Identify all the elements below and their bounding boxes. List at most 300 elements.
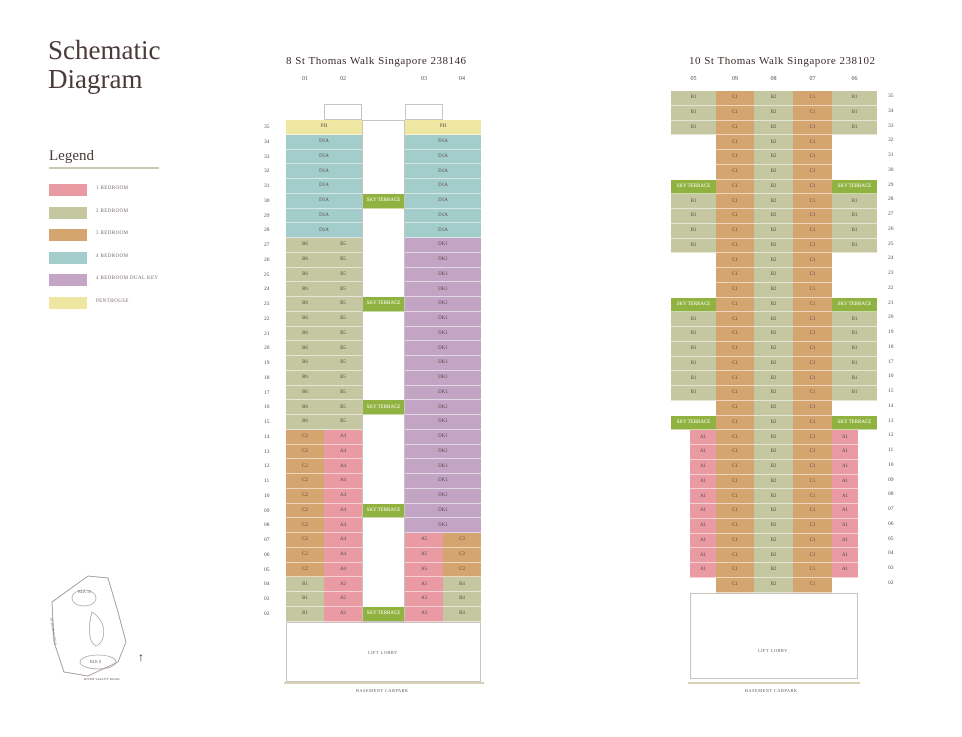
unit-2-bedroom: B2: [754, 430, 793, 445]
unit-2-bedroom: B2: [754, 268, 793, 283]
floor-number: 05: [888, 535, 894, 542]
stack-number: 04: [459, 76, 465, 82]
unit-2-bedroom: B1: [671, 239, 716, 254]
floor-number: 34: [264, 138, 270, 145]
unit-1-bedroom: A2: [324, 577, 362, 592]
unit-3-bedroom: C1: [793, 534, 832, 549]
unit-1-bedroom: A1: [690, 548, 716, 563]
unit-2-bedroom: B2: [754, 135, 793, 150]
unit-2-bedroom: B6: [286, 312, 324, 327]
unit-2-bedroom: B2: [754, 327, 793, 342]
legend-swatch: [49, 274, 87, 286]
floor-number: 31: [264, 183, 270, 189]
unit-3-bedroom: C1: [793, 342, 832, 357]
unit-2-bedroom: B2: [754, 445, 793, 460]
stack-number: 06: [851, 76, 858, 82]
sky-terrace: SKY TERRACE: [832, 298, 877, 313]
unit-3-bedroom: C1: [793, 578, 832, 593]
roof-outline: [324, 104, 362, 120]
unit-1-bedroom: A1: [832, 563, 858, 578]
unit-2-bedroom: B1: [832, 371, 877, 386]
legend-swatch: [49, 184, 87, 196]
unit-2-bedroom: B6: [286, 386, 324, 401]
unit-1-bedroom: A1: [690, 534, 716, 549]
unit-2-bedroom: B6: [286, 400, 324, 415]
unit-3-bedroom: C1: [716, 239, 754, 254]
roof-outline: [405, 104, 443, 120]
sky-terrace: SKY TERRACE: [832, 416, 877, 431]
legend-label: 2 BEDROOM: [96, 208, 129, 214]
unit-4-bedroom-dual-key: DK1: [405, 253, 481, 268]
floor-number: 10: [264, 492, 270, 499]
floor-number: 32: [888, 137, 894, 144]
unit-2-bedroom: B1: [832, 239, 877, 254]
unit-3-bedroom: C1: [716, 416, 754, 431]
stack-number: 01: [302, 76, 308, 82]
floor-number: 18: [888, 343, 894, 350]
floor-number: 06: [264, 551, 270, 558]
unit-3-bedroom: C1: [793, 563, 832, 578]
floor-number: 23: [888, 270, 894, 276]
unit-2-bedroom: B2: [754, 386, 793, 401]
floor-number: 31: [888, 152, 894, 158]
unit-2-bedroom: B2: [754, 519, 793, 534]
unit-4-bedroom-dual-key: DK1: [405, 459, 481, 474]
floor-number: 19: [888, 329, 894, 335]
unit-2-bedroom: B6: [286, 356, 324, 371]
unit-2-bedroom: B5: [324, 400, 362, 415]
unit-2-bedroom: B2: [754, 578, 793, 593]
keymap-road-st-thomas: ST THOMAS WALK: [49, 617, 58, 646]
floor-number: 03: [264, 596, 270, 602]
unit-3-bedroom: C1: [716, 563, 754, 578]
unit-3-bedroom: C1: [716, 342, 754, 357]
unit-4-bedroom: D1A: [286, 135, 362, 150]
unit-3-bedroom: C1: [793, 548, 832, 563]
unit-3-bedroom: C1: [716, 150, 754, 165]
unit-3-bedroom: C1: [716, 106, 754, 121]
floor-number: 22: [264, 315, 270, 322]
unit-3-bedroom: C2: [286, 518, 324, 533]
unit-3-bedroom: C1: [793, 239, 832, 254]
unit-3-bedroom: C1: [793, 460, 832, 475]
floor-number: 34: [888, 107, 894, 114]
floor-number: 05: [264, 566, 270, 573]
floor-number: 23: [264, 301, 270, 307]
unit-3-bedroom: C1: [793, 312, 832, 327]
unit-2-bedroom: B4: [443, 577, 481, 592]
unit-4-bedroom-dual-key: DK1: [405, 341, 481, 356]
unit-2-bedroom: B2: [754, 548, 793, 563]
unit-3-bedroom: C2: [286, 504, 324, 519]
unit-2-bedroom: B2: [754, 312, 793, 327]
floor-number: 13: [264, 448, 270, 455]
penthouse-unit: PH: [286, 120, 362, 135]
basement-carpark-label: BASEMENT CARPARK: [745, 687, 798, 693]
unit-1-bedroom: A4: [324, 459, 362, 474]
page-title: [48, 36, 160, 94]
legend-label: 1 BEDROOM: [96, 186, 129, 191]
unit-1-bedroom: A1: [690, 430, 716, 445]
unit-3-bedroom: C1: [793, 489, 832, 504]
unit-1-bedroom: A4: [324, 533, 362, 548]
unit-2-bedroom: B6: [286, 341, 324, 356]
unit-4-bedroom-dual-key: DK1: [405, 312, 481, 327]
unit-2-bedroom: B2: [754, 489, 793, 504]
unit-4-bedroom-dual-key: DK1: [405, 371, 481, 386]
unit-2-bedroom: B5: [324, 386, 362, 401]
unit-1-bedroom: A1: [690, 460, 716, 475]
unit-3-bedroom: C1: [716, 430, 754, 445]
unit-3-bedroom: C1: [716, 445, 754, 460]
unit-3-bedroom: C1: [716, 460, 754, 475]
unit-2-bedroom: B1: [286, 607, 324, 622]
unit-4-bedroom-dual-key: DK1: [405, 268, 481, 283]
stack-number: 09: [732, 76, 738, 82]
floor-number: 11: [888, 447, 894, 453]
unit-3-bedroom: C1: [793, 135, 832, 150]
unit-2-bedroom: B2: [754, 342, 793, 357]
floor-number: 19: [264, 360, 270, 366]
unit-3-bedroom: C2: [286, 533, 324, 548]
unit-4-bedroom: D1A: [286, 223, 362, 238]
floor-number: 07: [264, 537, 270, 543]
unit-4-bedroom: D1A: [286, 164, 362, 179]
unit-4-bedroom-dual-key: DK1: [405, 386, 481, 401]
unit-1-bedroom: A1: [832, 519, 858, 534]
floor-number: 14: [888, 402, 894, 409]
unit-4-bedroom: D1A: [286, 179, 362, 194]
legend-swatch: [49, 252, 87, 264]
floor-number: 35: [888, 93, 894, 99]
unit-3-bedroom: C1: [793, 445, 832, 460]
lift-lobby: [690, 593, 858, 679]
unit-1-bedroom: A2: [324, 592, 362, 607]
unit-4-bedroom: D1A: [405, 179, 481, 194]
unit-3-bedroom: C1: [716, 135, 754, 150]
unit-2-bedroom: B2: [754, 460, 793, 475]
floor-number: 35: [264, 124, 270, 130]
unit-3-bedroom: C1: [793, 106, 832, 121]
unit-2-bedroom: B2: [754, 253, 793, 268]
ground-line: [688, 682, 860, 684]
unit-2-bedroom: B1: [832, 224, 877, 239]
keymap-road-river-valley: RIVER VALLEY ROAD: [84, 677, 120, 681]
unit-4-bedroom-dual-key: DK1: [405, 430, 481, 445]
unit-3-bedroom: C1: [716, 268, 754, 283]
unit-3-bedroom: C1: [793, 386, 832, 401]
floor-number: 08: [264, 522, 270, 529]
unit-1-bedroom: A3: [405, 592, 443, 607]
legend-divider: [49, 167, 159, 169]
unit-2-bedroom: B5: [324, 371, 362, 386]
unit-2-bedroom: B6: [286, 238, 324, 253]
floor-number: 28: [888, 196, 894, 203]
unit-2-bedroom: B5: [324, 312, 362, 327]
unit-3-bedroom: C1: [793, 194, 832, 209]
legend-swatch: [49, 207, 87, 219]
floor-number: 16: [888, 373, 894, 380]
building-a-title: 8 St Thomas Walk Singapore 238146: [286, 55, 467, 67]
unit-2-bedroom: B1: [832, 209, 877, 224]
unit-3-bedroom: C1: [793, 504, 832, 519]
unit-3-bedroom: C1: [793, 165, 832, 180]
sky-terrace: SKY TERRACE: [671, 298, 716, 313]
unit-4-bedroom: D1A: [405, 209, 481, 224]
sky-terrace: SKY TERRACE: [832, 180, 877, 195]
unit-2-bedroom: B2: [754, 416, 793, 431]
unit-3-bedroom: C1: [793, 253, 832, 268]
legend-label: 4 BEDROOM DUAL KEY: [96, 276, 159, 281]
page-title-line2: Diagram: [48, 64, 143, 94]
unit-4-bedroom-dual-key: DK1: [405, 400, 481, 415]
unit-3-bedroom: C3: [443, 533, 481, 548]
unit-3-bedroom: C1: [716, 165, 754, 180]
unit-2-bedroom: B2: [754, 91, 793, 106]
unit-3-bedroom: C1: [793, 401, 832, 416]
unit-2-bedroom: B5: [324, 282, 362, 297]
unit-3-bedroom: C1: [716, 578, 754, 593]
unit-2-bedroom: B5: [324, 253, 362, 268]
floor-number: 26: [264, 256, 270, 263]
unit-2-bedroom: B1: [671, 209, 716, 224]
unit-3-bedroom: C1: [716, 489, 754, 504]
unit-4-bedroom-dual-key: DK1: [405, 238, 481, 253]
stack-number: 02: [340, 76, 346, 82]
floor-number: 17: [888, 358, 894, 365]
unit-1-bedroom: A1: [832, 534, 858, 549]
floor-number: 33: [264, 153, 270, 160]
unit-2-bedroom: B4: [443, 592, 481, 607]
floor-number: 24: [264, 286, 270, 293]
unit-2-bedroom: B1: [671, 386, 716, 401]
unit-3-bedroom: C1: [793, 121, 832, 136]
unit-2-bedroom: B4: [443, 607, 481, 622]
unit-4-bedroom-dual-key: DK1: [405, 415, 481, 430]
unit-2-bedroom: B5: [324, 268, 362, 283]
unit-2-bedroom: B2: [754, 180, 793, 195]
unit-4-bedroom: D1A: [405, 150, 481, 165]
unit-1-bedroom: A3: [405, 577, 443, 592]
unit-2-bedroom: B2: [754, 475, 793, 490]
unit-3-bedroom: C1: [793, 298, 832, 313]
floor-number: 12: [264, 463, 270, 470]
unit-2-bedroom: B6: [286, 253, 324, 268]
floor-number: 25: [888, 240, 894, 247]
unit-3-bedroom: C1: [793, 371, 832, 386]
floor-number: 21: [888, 299, 894, 306]
unit-4-bedroom: D1A: [286, 209, 362, 224]
floor-number: 24: [888, 255, 894, 262]
sky-terrace: SKY TERRACE: [363, 297, 404, 312]
floor-number: 06: [888, 520, 894, 527]
unit-1-bedroom: A1: [832, 445, 858, 460]
unit-1-bedroom: A1: [690, 563, 716, 578]
unit-2-bedroom: B1: [671, 121, 716, 136]
north-arrow-icon: ↑: [138, 650, 144, 664]
unit-2-bedroom: B5: [324, 297, 362, 312]
site-keymap: [48, 572, 160, 684]
unit-4-bedroom: D1A: [405, 164, 481, 179]
unit-2-bedroom: B1: [671, 224, 716, 239]
unit-2-bedroom: B2: [754, 298, 793, 313]
unit-4-bedroom-dual-key: DK1: [405, 282, 481, 297]
pool-outline: [89, 612, 103, 646]
keymap-block-b: BLK 8: [90, 659, 101, 664]
unit-2-bedroom: B5: [324, 238, 362, 253]
floor-number: 17: [264, 389, 270, 396]
unit-4-bedroom: D1A: [405, 135, 481, 150]
unit-2-bedroom: B2: [754, 401, 793, 416]
unit-1-bedroom: A1: [690, 445, 716, 460]
legend-label: PENTHOUSE: [96, 298, 129, 304]
unit-2-bedroom: B1: [832, 91, 877, 106]
unit-2-bedroom: B1: [832, 386, 877, 401]
floor-number: 15: [264, 419, 270, 425]
unit-2-bedroom: B5: [324, 327, 362, 342]
floor-number: 33: [888, 122, 894, 129]
unit-2-bedroom: B1: [832, 327, 877, 342]
unit-3-bedroom: C2: [286, 459, 324, 474]
unit-3-bedroom: C1: [793, 430, 832, 445]
unit-3-bedroom: C1: [793, 475, 832, 490]
unit-1-bedroom: A1: [832, 475, 858, 490]
unit-2-bedroom: B1: [671, 327, 716, 342]
floor-number: 25: [264, 271, 270, 278]
stack-number: 08: [770, 76, 777, 82]
penthouse-unit: PH: [405, 120, 481, 135]
sky-terrace: SKY TERRACE: [671, 180, 716, 195]
unit-4-bedroom-dual-key: DK1: [405, 356, 481, 371]
unit-1-bedroom: A1: [832, 460, 858, 475]
unit-3-bedroom: C2: [286, 430, 324, 445]
unit-4-bedroom: D1A: [405, 194, 481, 209]
unit-1-bedroom: A1: [832, 504, 858, 519]
legend-label: 4 BEDROOM: [96, 253, 129, 259]
unit-2-bedroom: B2: [754, 106, 793, 121]
unit-3-bedroom: C1: [716, 371, 754, 386]
unit-2-bedroom: B1: [832, 121, 877, 136]
unit-3-bedroom: C1: [716, 91, 754, 106]
unit-3-bedroom: C1: [716, 121, 754, 136]
unit-2-bedroom: B2: [754, 534, 793, 549]
unit-3-bedroom: C2: [286, 563, 324, 578]
floor-number: 08: [888, 491, 894, 498]
unit-3-bedroom: C1: [716, 209, 754, 224]
sky-terrace: SKY TERRACE: [363, 607, 404, 622]
unit-3-bedroom: C2: [286, 474, 324, 489]
unit-2-bedroom: B1: [286, 592, 324, 607]
unit-2-bedroom: B1: [671, 342, 716, 357]
unit-1-bedroom: A5: [405, 533, 443, 548]
stack-number: 07: [809, 76, 816, 82]
unit-3-bedroom: C1: [716, 534, 754, 549]
floor-number: 02: [264, 610, 270, 617]
lift-lobby-label: LIFT LOBBY: [758, 647, 788, 653]
unit-2-bedroom: B2: [754, 165, 793, 180]
sky-terrace: SKY TERRACE: [363, 504, 404, 519]
legend-label: 3 BEDROOM: [96, 231, 129, 236]
unit-4-bedroom: D1A: [286, 150, 362, 165]
unit-3-bedroom: C1: [716, 253, 754, 268]
floor-number: 14: [264, 433, 270, 440]
unit-2-bedroom: B2: [754, 209, 793, 224]
unit-1-bedroom: A1: [832, 548, 858, 563]
floor-number: 04: [264, 581, 270, 588]
unit-2-bedroom: B5: [324, 341, 362, 356]
legend-title: Legend: [49, 148, 94, 164]
floor-number: 16: [264, 404, 270, 411]
unit-1-bedroom: A4: [324, 489, 362, 504]
unit-3-bedroom: C1: [716, 548, 754, 563]
floor-number: 27: [888, 211, 894, 217]
unit-2-bedroom: B2: [754, 504, 793, 519]
floor-number: 07: [888, 506, 894, 512]
unit-2-bedroom: B1: [671, 312, 716, 327]
unit-3-bedroom: C1: [793, 357, 832, 372]
unit-3-bedroom: C1: [716, 194, 754, 209]
unit-1-bedroom: A1: [832, 430, 858, 445]
unit-1-bedroom: A4: [324, 518, 362, 533]
floor-number: 30: [264, 197, 270, 204]
floor-number: 21: [264, 330, 270, 337]
unit-2-bedroom: B2: [754, 150, 793, 165]
unit-3-bedroom: C1: [716, 357, 754, 372]
unit-2-bedroom: B1: [832, 106, 877, 121]
unit-2-bedroom: B6: [286, 282, 324, 297]
floor-number: 13: [888, 417, 894, 424]
page-title-line1: Schematic: [48, 35, 161, 65]
unit-2-bedroom: B6: [286, 297, 324, 312]
unit-3-bedroom: C1: [793, 150, 832, 165]
unit-1-bedroom: A5: [405, 548, 443, 563]
floor-number: 18: [264, 374, 270, 381]
unit-2-bedroom: B2: [754, 563, 793, 578]
floor-number: 11: [264, 478, 270, 484]
unit-4-bedroom: D1A: [286, 194, 362, 209]
unit-3-bedroom: C2: [286, 548, 324, 563]
floor-number: 02: [888, 579, 894, 586]
unit-2-bedroom: B1: [832, 312, 877, 327]
unit-1-bedroom: A2: [324, 607, 362, 622]
unit-4-bedroom-dual-key: DK1: [405, 504, 481, 519]
unit-1-bedroom: A4: [324, 474, 362, 489]
unit-2-bedroom: B2: [754, 239, 793, 254]
unit-3-bedroom: C1: [716, 504, 754, 519]
legend-swatch: [49, 297, 87, 309]
unit-2-bedroom: B5: [324, 356, 362, 371]
unit-2-bedroom: B2: [754, 121, 793, 136]
floor-number: 22: [888, 284, 894, 291]
unit-3-bedroom: C2: [286, 489, 324, 504]
floor-number: 03: [888, 565, 894, 571]
sky-terrace: SKY TERRACE: [671, 416, 716, 431]
sky-terrace: SKY TERRACE: [363, 400, 404, 415]
unit-3-bedroom: C1: [793, 283, 832, 298]
floor-number: 27: [264, 242, 270, 248]
unit-3-bedroom: C1: [793, 224, 832, 239]
unit-4-bedroom-dual-key: DK1: [405, 474, 481, 489]
unit-1-bedroom: A1: [690, 519, 716, 534]
floor-number: 12: [888, 432, 894, 439]
unit-1-bedroom: A5: [405, 563, 443, 578]
unit-3-bedroom: C1: [793, 416, 832, 431]
building-b-title: 10 St Thomas Walk Singapore 238102: [689, 55, 876, 67]
floor-number: 30: [888, 166, 894, 173]
floor-number: 29: [264, 212, 270, 219]
unit-2-bedroom: B5: [324, 415, 362, 430]
unit-4-bedroom: D1A: [405, 223, 481, 238]
